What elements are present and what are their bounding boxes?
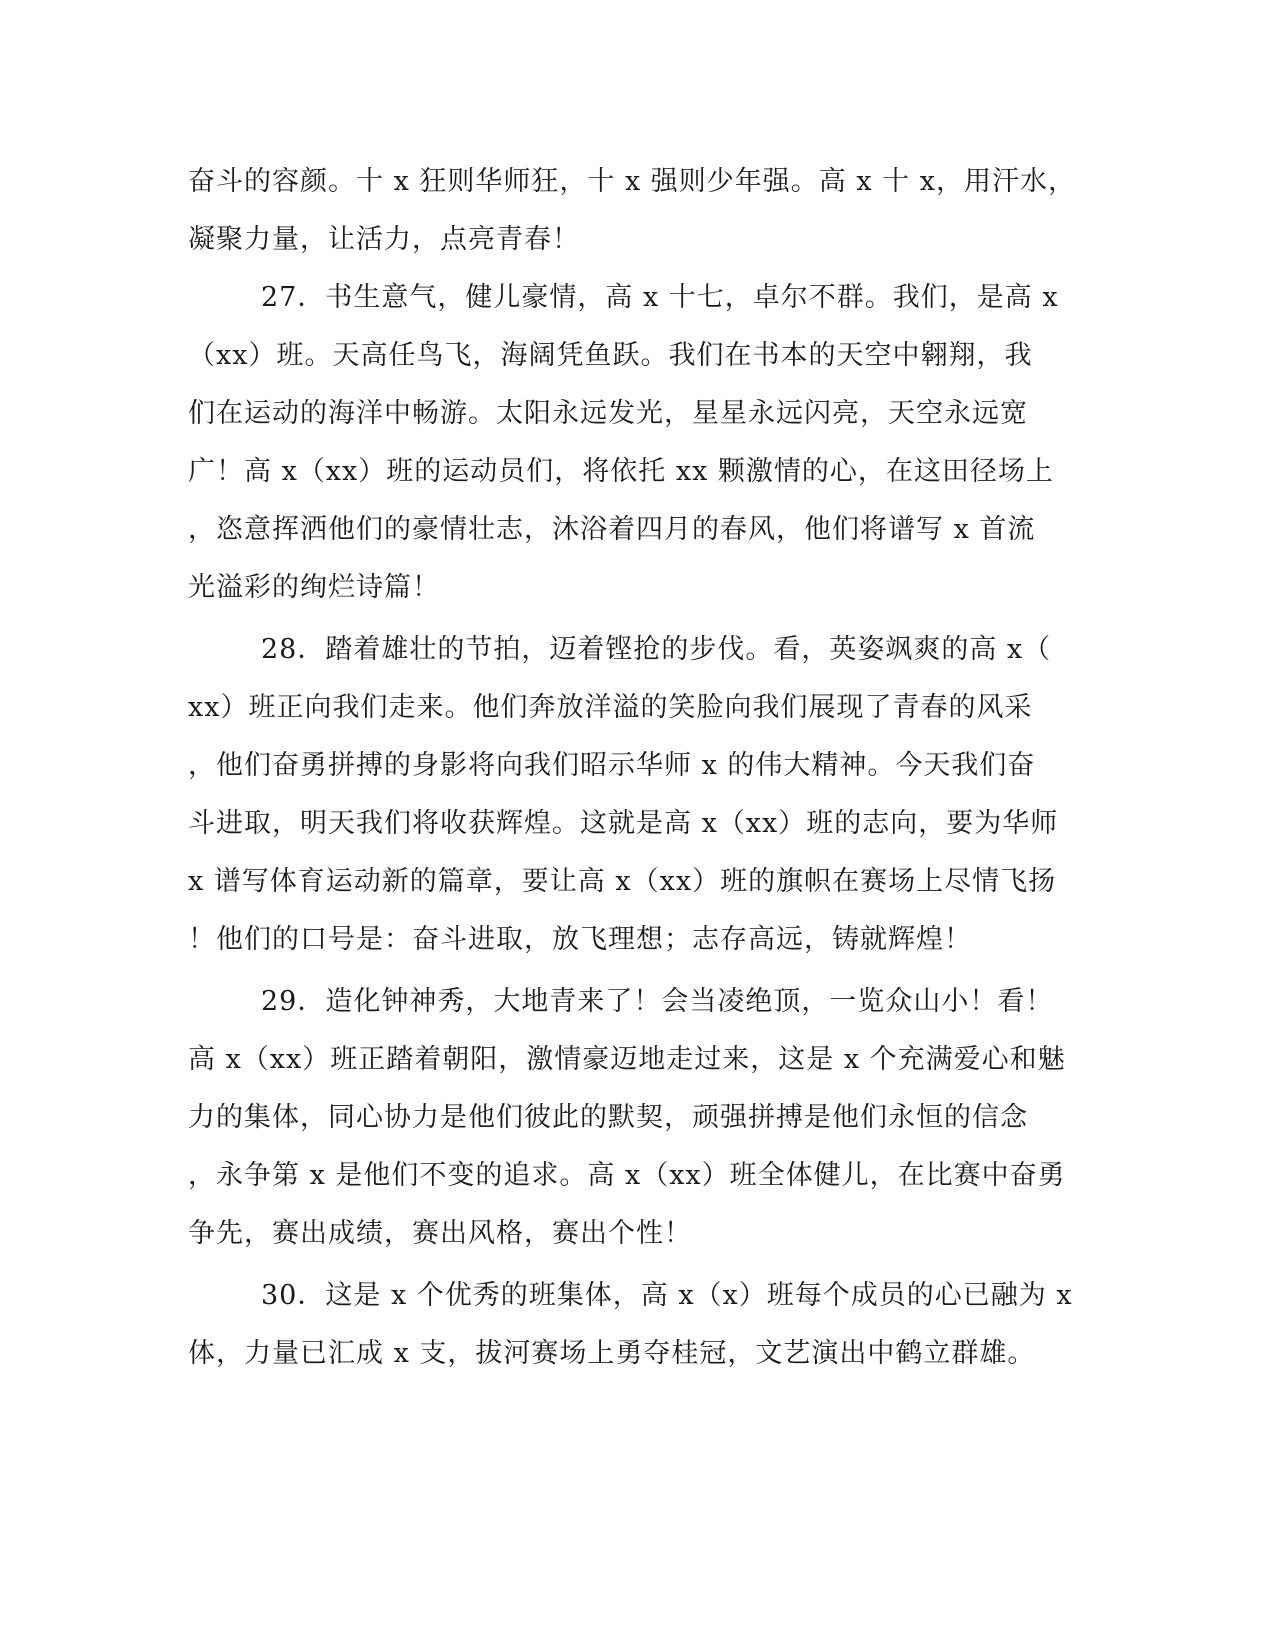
- line-text: 光溢彩的绚烂诗篇！: [188, 572, 440, 603]
- text-line: [0, 746, 1275, 786]
- line-text: 27．书生意气，健儿豪情，高 x 十七，卓尔不群。我们，是高 x: [261, 282, 1059, 313]
- line-text: 们在运动的海洋中畅游。太阳永远发光，星星永远闪亮，天空永远宽: [188, 398, 1028, 429]
- text-line: [0, 1156, 1275, 1196]
- line-text: 争先，赛出成绩，赛出风格，赛出个性！: [188, 1218, 692, 1249]
- text-line: [0, 688, 1275, 728]
- line-text: 凝聚力量，让活力，点亮青春！: [188, 224, 580, 255]
- line-text: 奋斗的容颜。十 x 狂则华师狂，十 x 强则少年强。高 x 十 x，用汗水，: [188, 166, 1076, 197]
- text-line: [0, 336, 1275, 376]
- text-line: [0, 452, 1275, 492]
- text-line: [0, 920, 1275, 960]
- line-text: 30．这是 x 个优秀的班集体，高 x（x）班每个成员的心已融为 x: [261, 1280, 1073, 1311]
- line-text: 体，力量已汇成 x 支，拔河赛场上勇夺桂冠，文艺演出中鹤立群雄。: [188, 1338, 1036, 1369]
- text-line: [0, 1214, 1275, 1254]
- line-text: 高 x（xx）班正踏着朝阳，激情豪迈地走过来，这是 x 个充满爱心和魅: [188, 1044, 1066, 1075]
- line-text: （xx）班。天高任鸟飞，海阔凭鱼跃。我们在书本的天空中翱翔，我: [188, 340, 1033, 371]
- line-text: ！他们的口号是：奋斗进取，放飞理想；志存高远，铸就辉煌！: [188, 924, 972, 955]
- text-line: [0, 220, 1275, 260]
- line-text: xx）班正向我们走来。他们奔放洋溢的笑脸向我们展现了青春的风采: [188, 692, 1033, 723]
- line-text: 斗进取，明天我们将收获辉煌。这就是高 x（xx）班的志向，要为华师: [188, 808, 1059, 839]
- text-line: [0, 510, 1275, 550]
- line-text: 28．踏着雄壮的节拍，迈着铿抢的步伐。看，英姿飒爽的高 x（: [261, 634, 1052, 665]
- text-line: [0, 1334, 1275, 1374]
- text-line: [0, 394, 1275, 434]
- paragraph-29-start: [0, 982, 1275, 1022]
- text-line: [0, 1040, 1275, 1080]
- line-text: ，恣意挥洒他们的豪情壮志，沐浴着四月的春风，他们将谱写 x 首流: [188, 514, 1036, 545]
- paragraph-30-start: [0, 1276, 1275, 1316]
- text-line: [0, 1098, 1275, 1138]
- line-text: x 谱写体育运动新的篇章，要让高 x（xx）班的旗帜在赛场上尽情飞扬: [188, 866, 1057, 897]
- line-text: 力的集体，同心协力是他们彼此的默契，顽强拼搏是他们永恒的信念: [188, 1102, 1028, 1133]
- text-line: [0, 162, 1275, 202]
- line-text: ，永争第 x 是他们不变的追求。高 x（xx）班全体健儿，在比赛中奋勇: [188, 1160, 1066, 1191]
- line-text: 广！高 x（xx）班的运动员们，将依托 xx 颗激情的心，在这田径场上: [188, 456, 1054, 487]
- text-line: [0, 568, 1275, 608]
- text-line: [0, 862, 1275, 902]
- paragraph-28-start: [0, 630, 1275, 670]
- line-text: 29．造化钟神秀，大地青来了！会当凌绝顶，一览众山小！看！: [261, 986, 1054, 1017]
- line-text: ，他们奋勇拼搏的身影将向我们昭示华师 x 的伟大精神。今天我们奋: [188, 750, 1036, 781]
- text-line: [0, 804, 1275, 844]
- paragraph-27-start: [0, 278, 1275, 318]
